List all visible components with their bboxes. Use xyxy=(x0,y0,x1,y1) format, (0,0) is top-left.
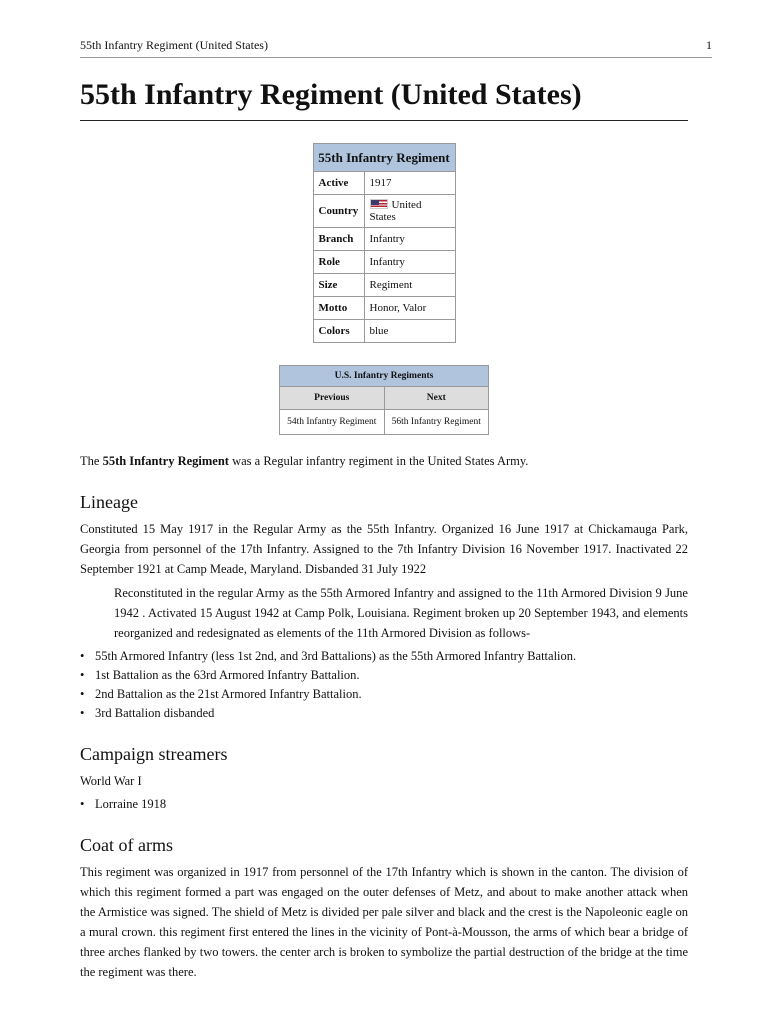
infobox-key: Country xyxy=(313,195,364,228)
navbox-next-link[interactable]: 56th Infantry Regiment xyxy=(384,410,489,435)
infobox-key: Role xyxy=(313,251,364,274)
infobox-row xyxy=(313,172,455,195)
navbox-previous-link[interactable]: 54th Infantry Regiment xyxy=(280,410,385,435)
infobox-key: Colors xyxy=(313,320,364,343)
lineage-indented-paragraph: Reconstituted in the regular Army as the 55th Armored Infantry and assigned to the 11th Armored Division 9 June 1942 . Activated 15 August 1942 at Camp Polk, Louisiana. Regiment broken up 20 September 1943, and elements reorganized and redesignated as elements of the 11th Armored Division as follows- xyxy=(114,586,688,640)
infobox-row xyxy=(313,297,455,320)
article xyxy=(80,78,688,982)
list-item: • 3rd Battalion disbanded xyxy=(80,704,688,723)
list-item: • 2nd Battalion as the 21st Armored Infantry Battalion. xyxy=(80,685,688,704)
infobox-value: Honor, Valor xyxy=(364,297,455,320)
section-heading-campaign: Campaign streamers xyxy=(80,744,228,764)
navbox-title: U.S. Infantry Regiments xyxy=(280,366,489,387)
infobox-key: Size xyxy=(313,274,364,297)
lineage-paragraph: Constituted 15 May 1917 in the Regular Army as the 55th Infantry. Organized 16 June 1917 at Chickamauga Park, Georgia from personnel of the 17th Infantry. Assigned to the 7th Infantry Division 16 November 1917. Inactivated 22 September 1921 at Camp Meade, Maryland. Disbanded 31 July 1922 xyxy=(80,522,688,576)
infobox-row xyxy=(313,195,455,228)
page-number: 1 xyxy=(706,38,712,52)
infobox-row xyxy=(313,274,455,297)
infobox-value: Regiment xyxy=(364,274,455,297)
campaign-list xyxy=(80,795,688,814)
lineage-list xyxy=(80,647,688,723)
running-header xyxy=(80,38,712,58)
list-item: • 1st Battalion as the 63rd Armored Infantry Battalion. xyxy=(80,666,688,685)
navbox-previous-label: Previous xyxy=(280,387,385,410)
succession-navbox xyxy=(279,365,489,435)
intro-text: was a Regular infantry regiment in the United States Army. xyxy=(228,454,529,468)
us-flag-icon xyxy=(370,199,388,209)
infobox-value: 1917 xyxy=(364,172,455,195)
intro-paragraph xyxy=(80,451,688,471)
infobox xyxy=(313,143,456,343)
campaign-war: World War I xyxy=(80,774,142,788)
infobox-title: 55th Infantry Regiment xyxy=(313,144,455,172)
coat-paragraph: This regiment was organized in 1917 from personnel of the 17th Infantry which is shown in the canton. The division of which this regiment formed a part was engaged on the outer defenses of Metz, and about to make another attack when the Armistice was signed. The shield of Metz is divided per pale silver and black and the crest is the Napoleonic eagle on a mural crown. this regiment first entered the lines in the vicinity of Pont-à-Mousson, the arms of which bear a bridge of three arches flanked by two towers. the center arch is broken to symbolize the partial destruction of the bridge at the time the regiment was there. xyxy=(80,865,688,979)
infobox-value: Infantry xyxy=(364,228,455,251)
running-title: 55th Infantry Regiment (United States) xyxy=(80,38,268,52)
infobox-key: Motto xyxy=(313,297,364,320)
page-title: 55th Infantry Regiment (United States) xyxy=(80,78,688,121)
infobox-key: Branch xyxy=(313,228,364,251)
infobox-value: blue xyxy=(364,320,455,343)
infobox-row xyxy=(313,251,455,274)
navbox-next-label: Next xyxy=(384,387,489,410)
section-heading-coat-of-arms: Coat of arms xyxy=(80,835,173,855)
infobox-value-country xyxy=(364,195,455,228)
list-item: • Lorraine 1918 xyxy=(80,795,688,814)
infobox-value[interactable]: United States xyxy=(369,199,422,223)
intro-bold: 55th Infantry Regiment xyxy=(102,454,229,468)
infobox-value: Infantry xyxy=(364,251,455,274)
section-heading-lineage: Lineage xyxy=(80,492,138,512)
infobox-row xyxy=(313,228,455,251)
list-item: • 55th Armored Infantry (less 1st 2nd, and 3rd Battalions) as the 55th Armored Infantry Battalion. xyxy=(80,647,688,666)
infobox-key: Active xyxy=(313,172,364,195)
infobox-row xyxy=(313,320,455,343)
intro-text: The xyxy=(80,454,103,468)
